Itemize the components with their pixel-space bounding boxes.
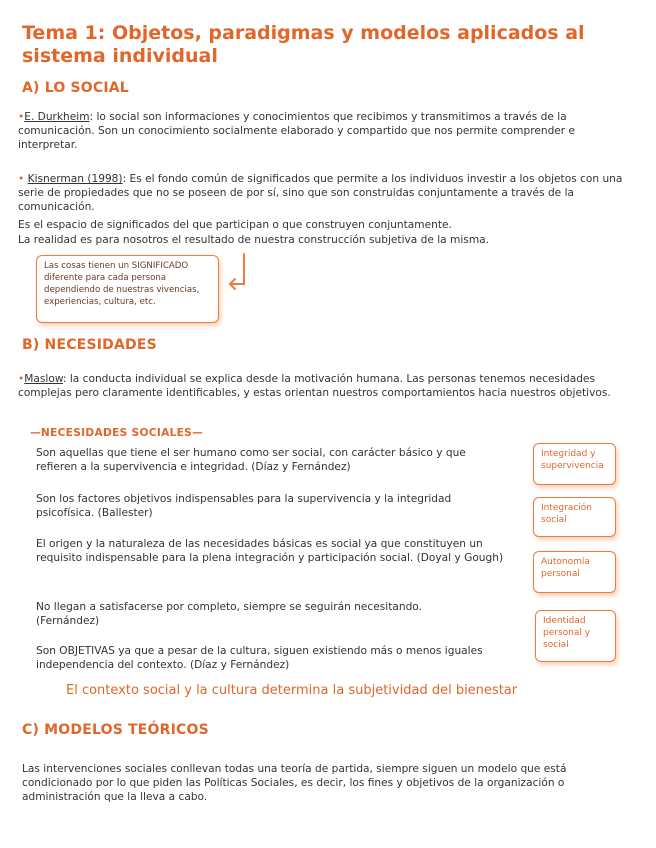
maslow-author: Maslow (24, 373, 63, 385)
need-item-2: Son los factores objetivos indispensables para la supervivencia y la integridad psicofísica. (Ballester) (36, 493, 452, 519)
models-paragraph: Las intervenciones sociales conllevan todas una teoría de partida, siempre siguen un modelo que está condicionado por lo que piden las Políticas Sociales, es decir, los fines y objetivos de la organización o administración que la lleva a cabo. (22, 763, 567, 803)
durkheim-text: : lo social son informaciones y conocimientos que recibimos y transmitimos a través de la comunicación. Son un conocimiento socialmente elaborado y compartido que nos permite comprender e interpretar. (18, 111, 576, 151)
section-a-heading: A) LO SOCIAL (22, 80, 129, 96)
social-needs-heading: —NECESIDADES SOCIALES— (30, 427, 203, 439)
bullet: • (18, 111, 25, 123)
need-item-1: Son aquellas que tiene el ser humano como ser social, con carácter básico y que refieren a la supervivencia e integridad. (Díaz y Fernández) (36, 447, 466, 473)
kisnerman-paragraph (18, 172, 630, 214)
durkheim-paragraph (18, 110, 628, 152)
kisnerman-author: Kisnerman (1998) (27, 173, 123, 185)
bullet: • (18, 173, 25, 185)
note-box: Las cosas tienen un SIGNIFICADO diferente para cada persona dependiendo de nuestras vivencias, experiencias, cultura, etc. (36, 255, 219, 323)
section-c-heading: C) MODELOS TEÓRICOS (22, 722, 209, 738)
kisnerman-text: : Es el fondo común de significados que permite a los individuos investir a los objetos con una serie de propiedades que no se poseen de por sí, sino que son construidas conjuntamente a través de la comunicación. (18, 173, 623, 213)
bullet: • (18, 373, 25, 385)
side-box-integracion: Integración social (533, 497, 616, 537)
need-item-3: El origen y la naturaleza de las necesidades básicas es social ya que constituyen un requisito indispensable para la plena integración y participación social. (Doyal y Gough) (36, 538, 504, 564)
page-title: Tema 1: Objetos, paradigmas y modelos aplicados al sistema individual (22, 22, 585, 67)
need-item-5: Son OBJETIVAS ya que a pesar de la cultura, siguen existiendo más o menos iguales independencia del contexto. (Díaz y Fernández) (36, 645, 483, 671)
side-box-identidad: Identidad personal y social (535, 610, 616, 662)
durkheim-author: E. Durkheim (24, 111, 90, 123)
maslow-text: : la conducta individual se explica desde la motivación humana. Las personas tenemos necesidades complejas pero claramente identificables, y estas orientan nuestros comportamientos hacia nuestros objetivos. (18, 373, 611, 399)
need-item-4: No llegan a satisfacerse por completo, siempre se seguirán necesitando. (Fernández) (36, 601, 422, 627)
side-box-autonomia: Autonomía personal (533, 551, 616, 593)
side-box-integridad: Integridad y supervivencia (533, 443, 616, 485)
conclusion-text: El contexto social y la cultura determina la subjetividad del bienestar (66, 683, 518, 698)
arrow-icon (222, 250, 252, 295)
section-b-heading: B) NECESIDADES (22, 337, 157, 353)
maslow-paragraph (18, 372, 630, 400)
kisnerman-line-3: La realidad es para nosotros el resultado de nuestra construcción subjetiva de la misma. (18, 234, 490, 246)
kisnerman-line-2: Es el espacio de significados del que participan o que construyen conjuntamente. (18, 219, 452, 231)
